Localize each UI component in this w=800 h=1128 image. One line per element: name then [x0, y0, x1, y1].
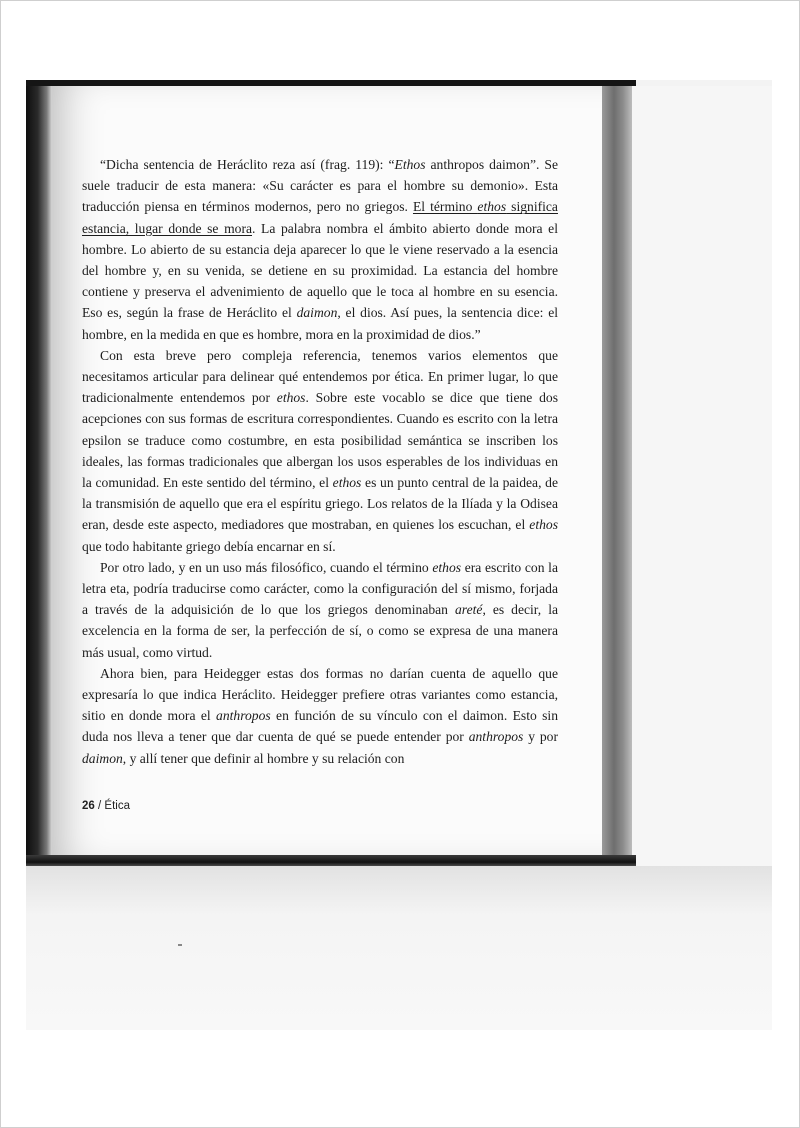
text-run: El término: [412, 199, 478, 215]
body-text: [82, 154, 558, 769]
text-run: Ahora bien, para Heidegger estas dos formas no darían cuenta de aquello que expresaría lo que indica Heráclito. Heidegger prefiere otras variantes como estancia, sitio en donde mora el: [82, 665, 558, 724]
page-number: 26: [82, 800, 95, 812]
text-run: Ethos: [394, 157, 426, 172]
text-run: que todo habitante griego debía encarnar en sí.: [82, 538, 336, 554]
page-footer: [82, 800, 130, 812]
text-run: . Sobre este vocablo se dice que tiene dos acepciones con sus formas de escritura correspondientes. Cuando es escrito con la letra epsilon se traduce como costumbre, en esta posibilidad semántica se inscriben los ideales, las formas tradicionales que albergan los usos esperables de los individuas en la comunidad. En este sentido del término, el: [82, 390, 559, 491]
text-run: , es decir, la excelencia en la forma de ser, la perfección de sí, o como se expresa de una manera más usual, como virtud.: [82, 602, 559, 660]
paragraph: [82, 345, 558, 557]
text-run: significa estancia, lugar donde se mora: [82, 199, 558, 236]
text-run: Con esta breve pero compleja referencia, tenemos varios elementos que necesitamos articular para delinear qué entendemos por ética. En primer lugar, lo que tradicionalmente entendemos por: [82, 347, 558, 406]
book-title: Ética: [104, 800, 130, 812]
text-run: daimon: [296, 305, 338, 321]
text-run: areté: [455, 602, 483, 618]
text-run: Por otro lado, y en un uso más filosófico, cuando el término: [100, 559, 433, 575]
paragraph: [82, 557, 558, 663]
text-run: , el dios. Así pues, la sentencia dice: el hombre, en la medida en que es hombre, mora en la proximidad de dios.”: [82, 305, 558, 342]
text-run: ethos: [276, 390, 306, 406]
paragraph: [82, 154, 558, 345]
text-run: era escrito con la letra eta, podría traducirse como carácter, como la configuración del sí mismo, forjada a través de la adquisición de lo que los griegos denominaban: [82, 559, 558, 618]
text-run: anthropos: [216, 708, 271, 724]
scan-left-shadow: [26, 86, 52, 862]
text-run: en función de su vínculo con el daimon. Esto sin duda nos lleva a tener que dar cuenta de qué se puede entender por: [82, 708, 558, 745]
scanner-bed: [26, 866, 772, 1030]
text-run: ethos: [432, 559, 462, 575]
text-run: ethos: [529, 517, 558, 533]
facing-page-edge: [632, 86, 772, 866]
scan-speck: [178, 944, 182, 946]
text-run: anthropos daimon”. Se suele traducir de esta manera: «Su carácter es para el hombre su demonio». Esta traducción piensa en términos modernos, pero no griegos.: [82, 157, 559, 215]
text-run: “Dicha sentencia de Heráclito reza así (frag. 119): “: [100, 157, 395, 172]
footer-separator: /: [98, 800, 102, 812]
text-run: . La palabra nombra el ámbito abierto donde mora el hombre. Lo abierto de su estancia deja aparecer lo que le viene reservado a la esencia del hombre y, en su venida, se detiene en su proximidad. La estancia del hombre contiene y preserva el advenimiento de aquello que le toca al hombre en su esencia. Eso es, según la frase de Heráclito el: [82, 220, 558, 321]
text-run: anthropos: [468, 729, 524, 745]
text-run: y por: [523, 729, 558, 745]
text-run: es un punto central de la paidea, de la transmisión de aquello que era el espíritu griego. Los relatos de la Ilíada y la Odisea eran, desde este aspecto, mediadores que mostraban, en quienes los escuchan, el: [82, 475, 558, 533]
text-run: daimon: [82, 750, 123, 766]
book-gutter: [602, 86, 632, 864]
scan-speck: [606, 316, 608, 318]
text-run: ethos: [332, 475, 362, 491]
paragraph: [82, 663, 558, 769]
text-run: ethos: [477, 199, 507, 215]
text-run: , y allí tener que definir al hombre y su relación con: [122, 750, 405, 766]
